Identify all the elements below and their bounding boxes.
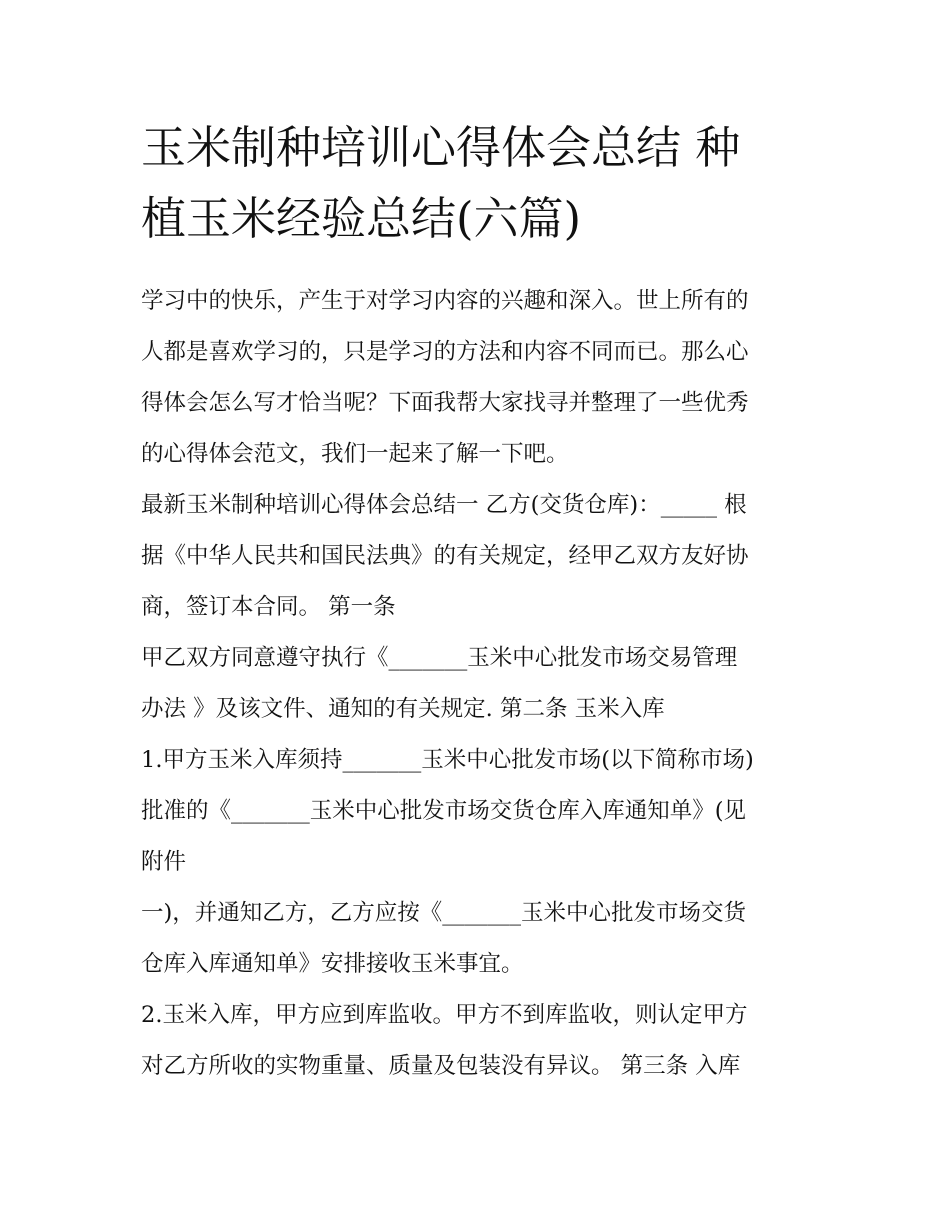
text-line: 据《中华人民共和国民法典》的有关规定，经甲乙双方友好协 xyxy=(141,543,749,569)
title-line: 植玉米经验总结(六篇) xyxy=(141,192,582,245)
text-line: 仓库入库通知单》安排接收玉米事宜。 xyxy=(141,951,524,977)
text-line: 办法 》及该文件、通知的有关规定. 第二条 玉米入库 xyxy=(141,696,665,722)
article-one-paragraph xyxy=(141,633,821,735)
text-line: 附件 xyxy=(141,849,187,875)
document-title xyxy=(141,112,821,254)
text-line: 得体会怎么写才恰当呢？下面我帮大家找寻并整理了一些优秀 xyxy=(141,390,749,416)
text-line: 商，签订本合同。 第一条 xyxy=(141,594,396,620)
text-line: 学习中的快乐，产生于对学习内容的兴趣和深入。世上所有的 xyxy=(141,288,749,314)
document-body xyxy=(141,112,821,1092)
text-line: 的心得体会范文，我们一起来了解一下吧。 xyxy=(141,441,569,467)
text-line: 对乙方所收的实物重量、质量及包装没有异议。 第三条 入库 xyxy=(141,1053,741,1079)
text-line: 2.玉米入库，甲方应到库监收。甲方不到库监收，则认定甲方 xyxy=(141,1002,748,1028)
intro-paragraph xyxy=(141,276,821,480)
clause-one-continued-paragraph xyxy=(141,888,821,990)
text-line: 一)，并通知乙方，乙方应按《_______玉米中心批发市场交货 xyxy=(141,900,747,926)
clause-two-paragraph xyxy=(141,990,821,1092)
contract-intro-paragraph xyxy=(141,480,821,633)
text-line: 人都是喜欢学习的，只是学习的方法和内容不同而已。那么心 xyxy=(141,339,749,365)
text-line: 1.甲方玉米入库须持_______玉米中心批发市场(以下简称市场) xyxy=(141,747,754,773)
text-line: 甲乙双方同意遵守执行《_______玉米中心批发市场交易管理 xyxy=(141,645,738,671)
text-line: 批准的《_______玉米中心批发市场交货仓库入库通知单》(见 xyxy=(141,798,747,824)
clause-one-paragraph xyxy=(141,735,821,888)
title-line: 玉米制种培训心得体会总结 种 xyxy=(141,121,741,174)
text-line: 最新玉米制种培训心得体会总结一 乙方(交货仓库)：_____ 根 xyxy=(141,492,747,518)
